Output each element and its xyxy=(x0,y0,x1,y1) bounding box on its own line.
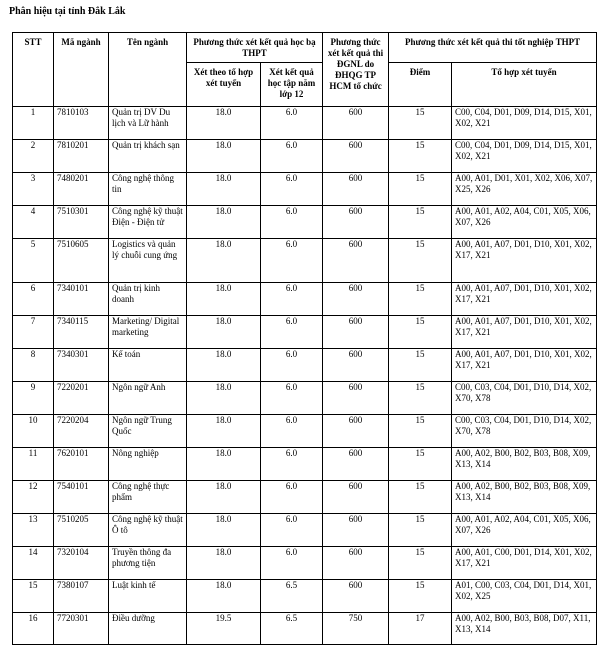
header-transcript-combo: Xét theo tổ hợp xét tuyển xyxy=(187,63,261,107)
header-dgnl: Phương thức xét kết quả thi ĐGNL do ĐHQG TP HCM tổ chức xyxy=(323,33,389,107)
table-row xyxy=(13,349,597,382)
row-transcript-g12-score: 6.0 xyxy=(261,239,323,283)
row-exam-combos: A00, A01, D01, X01, X02, X06, X07, X25, X26 xyxy=(452,173,597,206)
header-exam-score: Điểm xyxy=(389,63,452,107)
row-transcript-g12-score: 6.0 xyxy=(261,415,323,448)
table-body xyxy=(13,107,597,645)
row-exam-score: 15 xyxy=(389,206,452,239)
row-transcript-combo-score: 18.0 xyxy=(187,580,261,613)
row-major-name: Điều dưỡng xyxy=(109,613,187,645)
row-dgnl-score: 600 xyxy=(323,382,389,415)
row-dgnl-score: 600 xyxy=(323,481,389,514)
row-major-name: Luật kinh tế xyxy=(109,580,187,613)
row-transcript-combo-score: 18.0 xyxy=(187,206,261,239)
row-transcript-g12-score: 6.0 xyxy=(261,140,323,173)
row-major-name: Công nghệ thực phẩm xyxy=(109,481,187,514)
row-transcript-combo-score: 18.0 xyxy=(187,107,261,140)
row-transcript-combo-score: 19.5 xyxy=(187,613,261,645)
row-exam-score: 15 xyxy=(389,382,452,415)
row-major-code: 7720301 xyxy=(54,613,109,645)
row-stt: 14 xyxy=(13,547,54,580)
row-exam-score: 15 xyxy=(389,547,452,580)
row-stt: 3 xyxy=(13,173,54,206)
row-stt: 1 xyxy=(13,107,54,140)
row-transcript-g12-score: 6.0 xyxy=(261,283,323,316)
table-row xyxy=(13,173,597,206)
header-transcript-group: Phương thức xét kết quả học bạ THPT xyxy=(187,33,323,63)
table-row xyxy=(13,107,597,140)
table-row xyxy=(13,415,597,448)
page-caption: Phân hiệu tại tỉnh Đắk Lắk xyxy=(9,6,126,17)
row-stt: 8 xyxy=(13,349,54,382)
row-exam-score: 15 xyxy=(389,349,452,382)
row-exam-combos: A01, C00, C03, C04, D01, D14, X01, X02, X25 xyxy=(452,580,597,613)
row-dgnl-score: 600 xyxy=(323,316,389,349)
header-major-code: Mã ngành xyxy=(54,33,109,107)
row-exam-score: 15 xyxy=(389,514,452,547)
row-transcript-g12-score: 6.0 xyxy=(261,481,323,514)
row-exam-score: 15 xyxy=(389,140,452,173)
row-transcript-combo-score: 18.0 xyxy=(187,140,261,173)
row-transcript-combo-score: 18.0 xyxy=(187,316,261,349)
row-transcript-g12-score: 6.0 xyxy=(261,206,323,239)
row-exam-combos: A00, A01, A07, D01, D10, X01, X02, X17, X21 xyxy=(452,316,597,349)
row-exam-score: 15 xyxy=(389,107,452,140)
row-major-code: 7340101 xyxy=(54,283,109,316)
row-major-code: 7220204 xyxy=(54,415,109,448)
row-exam-combos: C00, C04, D01, D09, D14, D15, X01, X02, X21 xyxy=(452,107,597,140)
row-dgnl-score: 600 xyxy=(323,173,389,206)
table-row xyxy=(13,481,597,514)
table-row xyxy=(13,316,597,349)
row-exam-combos: C00, C03, C04, D01, D10, D14, X02, X70, X78 xyxy=(452,382,597,415)
row-major-code: 7540101 xyxy=(54,481,109,514)
row-transcript-g12-score: 6.0 xyxy=(261,448,323,481)
row-dgnl-score: 600 xyxy=(323,448,389,481)
row-major-name: Nông nghiệp xyxy=(109,448,187,481)
row-transcript-g12-score: 6.0 xyxy=(261,514,323,547)
table-row xyxy=(13,580,597,613)
header-stt: STT xyxy=(13,33,54,107)
row-exam-score: 15 xyxy=(389,415,452,448)
row-major-name: Công nghệ thông tin xyxy=(109,173,187,206)
row-stt: 2 xyxy=(13,140,54,173)
row-dgnl-score: 600 xyxy=(323,547,389,580)
row-major-name: Marketing/ Digital marketing xyxy=(109,316,187,349)
row-major-name: Quản trị DV Du lịch và Lữ hành xyxy=(109,107,187,140)
row-major-code: 7810103 xyxy=(54,107,109,140)
row-exam-combos: C00, C04, D01, D09, D14, D15, X01, X02, X21 xyxy=(452,140,597,173)
header-exam-combo: Tổ hợp xét tuyển xyxy=(452,63,597,107)
row-transcript-combo-score: 18.0 xyxy=(187,349,261,382)
row-transcript-g12-score: 6.0 xyxy=(261,349,323,382)
row-major-code: 7810201 xyxy=(54,140,109,173)
row-major-code: 7340115 xyxy=(54,316,109,349)
row-dgnl-score: 600 xyxy=(323,580,389,613)
row-exam-combos: A00, A02, B00, B03, B08, D07, X11, X13, X14 xyxy=(452,613,597,645)
table-row xyxy=(13,448,597,481)
row-major-code: 7320104 xyxy=(54,547,109,580)
row-transcript-g12-score: 6.0 xyxy=(261,173,323,206)
admission-table xyxy=(12,32,597,645)
row-transcript-g12-score: 6.0 xyxy=(261,107,323,140)
row-major-name: Công nghệ kỹ thuật Điện - Điện tử xyxy=(109,206,187,239)
row-exam-combos: A00, A01, C00, D01, D14, X01, X02, X17, X21 xyxy=(452,547,597,580)
row-dgnl-score: 600 xyxy=(323,140,389,173)
row-transcript-combo-score: 18.0 xyxy=(187,547,261,580)
row-exam-score: 15 xyxy=(389,283,452,316)
row-exam-combos: A00, A01, A02, A04, C01, X05, X06, X07, X26 xyxy=(452,514,597,547)
row-exam-score: 17 xyxy=(389,613,452,645)
table-row xyxy=(13,206,597,239)
row-major-name: Kế toán xyxy=(109,349,187,382)
table-row xyxy=(13,382,597,415)
header-major-name: Tên ngành xyxy=(109,33,187,107)
row-transcript-g12-score: 6.0 xyxy=(261,316,323,349)
row-major-code: 7510205 xyxy=(54,514,109,547)
table-row xyxy=(13,283,597,316)
row-dgnl-score: 750 xyxy=(323,613,389,645)
row-transcript-combo-score: 18.0 xyxy=(187,415,261,448)
row-dgnl-score: 600 xyxy=(323,239,389,283)
row-dgnl-score: 600 xyxy=(323,283,389,316)
row-transcript-combo-score: 18.0 xyxy=(187,481,261,514)
row-stt: 15 xyxy=(13,580,54,613)
row-transcript-combo-score: 18.0 xyxy=(187,283,261,316)
row-major-name: Ngôn ngữ Trung Quốc xyxy=(109,415,187,448)
row-stt: 6 xyxy=(13,283,54,316)
row-transcript-g12-score: 6.5 xyxy=(261,580,323,613)
row-exam-combos: A00, A01, A07, D01, D10, X01, X02, X17, X21 xyxy=(452,239,597,283)
row-exam-score: 15 xyxy=(389,239,452,283)
row-exam-combos: A00, A02, B00, B02, B03, B08, X09, X13, X14 xyxy=(452,481,597,514)
table-row xyxy=(13,547,597,580)
row-exam-score: 15 xyxy=(389,448,452,481)
row-exam-combos: A00, A02, B00, B02, B03, B08, X09, X13, X14 xyxy=(452,448,597,481)
row-dgnl-score: 600 xyxy=(323,415,389,448)
table-row xyxy=(13,140,597,173)
row-major-code: 7480201 xyxy=(54,173,109,206)
row-major-code: 7380107 xyxy=(54,580,109,613)
row-exam-combos: A00, A01, A07, D01, D10, X01, X02, X17, X21 xyxy=(452,283,597,316)
row-major-name: Công nghệ kỹ thuật Ô tô xyxy=(109,514,187,547)
row-transcript-combo-score: 18.0 xyxy=(187,239,261,283)
row-exam-combos: C00, C03, C04, D01, D10, D14, X02, X70, X78 xyxy=(452,415,597,448)
row-transcript-combo-score: 18.0 xyxy=(187,173,261,206)
header-exam-group: Phương thức xét kết quả thi tốt nghiệp THPT xyxy=(389,33,597,63)
row-stt: 16 xyxy=(13,613,54,645)
table-row xyxy=(13,239,597,283)
row-major-code: 7510605 xyxy=(54,239,109,283)
row-major-name: Quản trị khách sạn xyxy=(109,140,187,173)
row-stt: 7 xyxy=(13,316,54,349)
row-stt: 12 xyxy=(13,481,54,514)
row-stt: 4 xyxy=(13,206,54,239)
table-row xyxy=(13,613,597,645)
row-transcript-combo-score: 18.0 xyxy=(187,514,261,547)
table-row xyxy=(13,514,597,547)
row-dgnl-score: 600 xyxy=(323,514,389,547)
header-transcript-g12: Xét kết quả học tập năm lớp 12 xyxy=(261,63,323,107)
row-major-name: Quản trị kinh doanh xyxy=(109,283,187,316)
row-exam-score: 15 xyxy=(389,173,452,206)
row-transcript-combo-score: 18.0 xyxy=(187,382,261,415)
row-exam-score: 15 xyxy=(389,316,452,349)
row-exam-score: 15 xyxy=(389,481,452,514)
row-stt: 11 xyxy=(13,448,54,481)
row-major-name: Truyền thông đa phương tiện xyxy=(109,547,187,580)
row-dgnl-score: 600 xyxy=(323,349,389,382)
row-dgnl-score: 600 xyxy=(323,107,389,140)
row-major-code: 7510301 xyxy=(54,206,109,239)
row-major-code: 7340301 xyxy=(54,349,109,382)
row-transcript-g12-score: 6.0 xyxy=(261,547,323,580)
row-exam-combos: A00, A01, A07, D01, D10, X01, X02, X17, X21 xyxy=(452,349,597,382)
row-exam-score: 15 xyxy=(389,580,452,613)
row-stt: 9 xyxy=(13,382,54,415)
row-major-name: Ngôn ngữ Anh xyxy=(109,382,187,415)
row-major-code: 7620101 xyxy=(54,448,109,481)
row-exam-combos: A00, A01, A02, A04, C01, X05, X06, X07, X26 xyxy=(452,206,597,239)
row-major-code: 7220201 xyxy=(54,382,109,415)
row-stt: 5 xyxy=(13,239,54,283)
row-stt: 10 xyxy=(13,415,54,448)
row-dgnl-score: 600 xyxy=(323,206,389,239)
row-stt: 13 xyxy=(13,514,54,547)
row-transcript-g12-score: 6.5 xyxy=(261,613,323,645)
row-transcript-g12-score: 6.0 xyxy=(261,382,323,415)
row-major-name: Logistics và quản lý chuỗi cung ứng xyxy=(109,239,187,283)
row-transcript-combo-score: 18.0 xyxy=(187,448,261,481)
